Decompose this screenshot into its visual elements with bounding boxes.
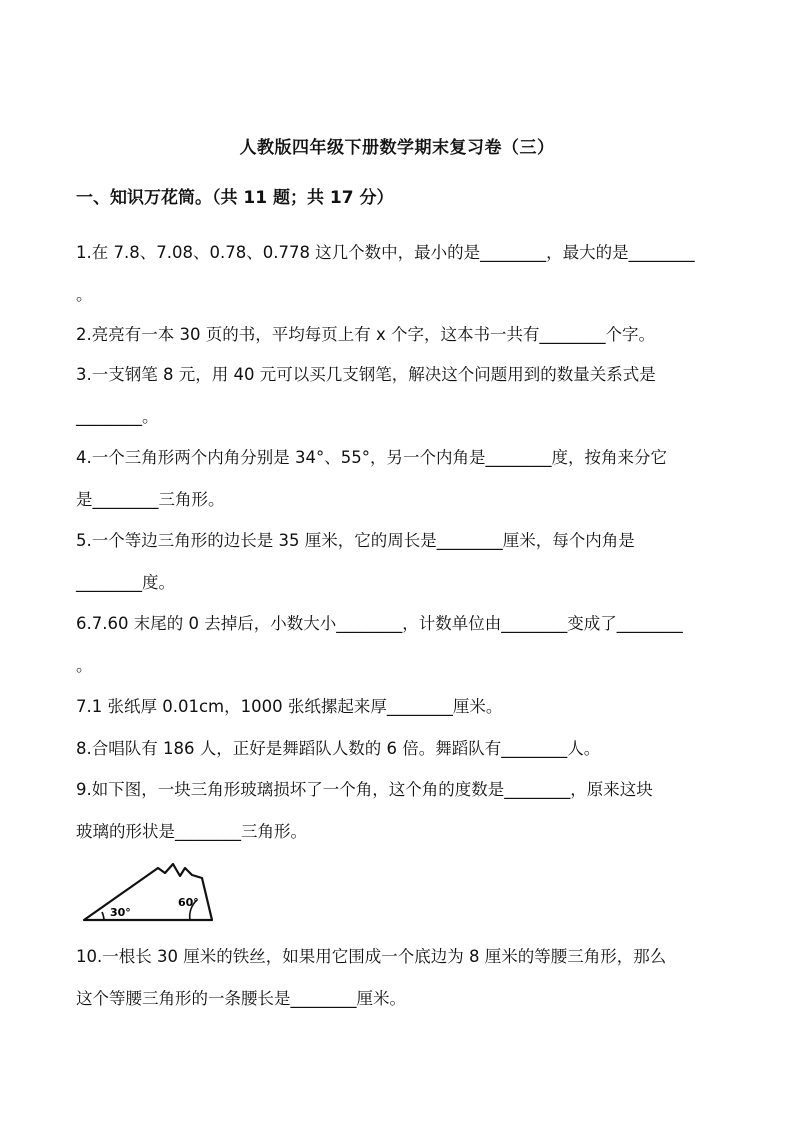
- page-title: 人教版四年级下册数学期末复习卷（三）: [239, 138, 555, 158]
- question-10-line-2: 这个等腰三角形的一条腰长是________厘米。: [76, 989, 406, 1008]
- broken-triangle-figure: [80, 862, 215, 924]
- question-2-line-1: 2.亮亮有一本 30 页的书，平均每页上有 x 个字，这本书一共有________个字。: [76, 325, 655, 344]
- angle-arc-left: [102, 912, 104, 920]
- question-3-line-1: 3.一支钢笔 8 元，用 40 元可以买几支钢笔，解决这个问题用到的数量关系式是: [76, 365, 656, 384]
- question-10-line-1: 10.一根长 30 厘米的铁丝，如果用它围成一个底边为 8 厘米的等腰三角形，那么: [76, 947, 667, 966]
- broken-glass-outline: [84, 864, 212, 920]
- question-6-line-1: 6.7.60 末尾的 0 去掉后，小数大小________，计数单位由________变成了________: [76, 614, 683, 633]
- question-5-line-1: 5.一个等边三角形的边长是 35 厘米，它的周长是________厘米，每个内角是: [76, 531, 635, 550]
- question-1-line-1: 1.在 7.8、7.08、0.78、0.778 这几个数中，最小的是________，最大的是________: [76, 243, 695, 262]
- question-1-line-2: 。: [76, 285, 93, 304]
- question-3-line-2: ________。: [76, 407, 159, 426]
- angle-label-right: 60°: [178, 896, 199, 909]
- question-4-line-1: 4.一个三角形两个内角分别是 34°、55°，另一个内角是________度，按角来分它: [76, 448, 667, 467]
- question-5-line-2: ________度。: [76, 573, 175, 592]
- question-8-line-1: 8.合唱队有 186 人，正好是舞蹈队人数的 6 倍。舞蹈队有________人。: [76, 739, 601, 758]
- question-9-line-2: 玻璃的形状是________三角形。: [76, 822, 307, 841]
- question-4-line-2: 是________三角形。: [76, 490, 225, 509]
- question-9-line-1: 9.如下图，一块三角形玻璃损坏了一个角，这个角的度数是________，原来这块: [76, 780, 653, 799]
- section-heading: 一、知识万花筒。（共 11 题；共 17 分）: [76, 188, 394, 208]
- angle-label-left: 30°: [110, 906, 131, 919]
- question-7-line-1: 7.1 张纸厚 0.01cm，1000 张纸摞起来厚________厘米。: [76, 697, 503, 716]
- question-6-line-2: 。: [76, 656, 93, 675]
